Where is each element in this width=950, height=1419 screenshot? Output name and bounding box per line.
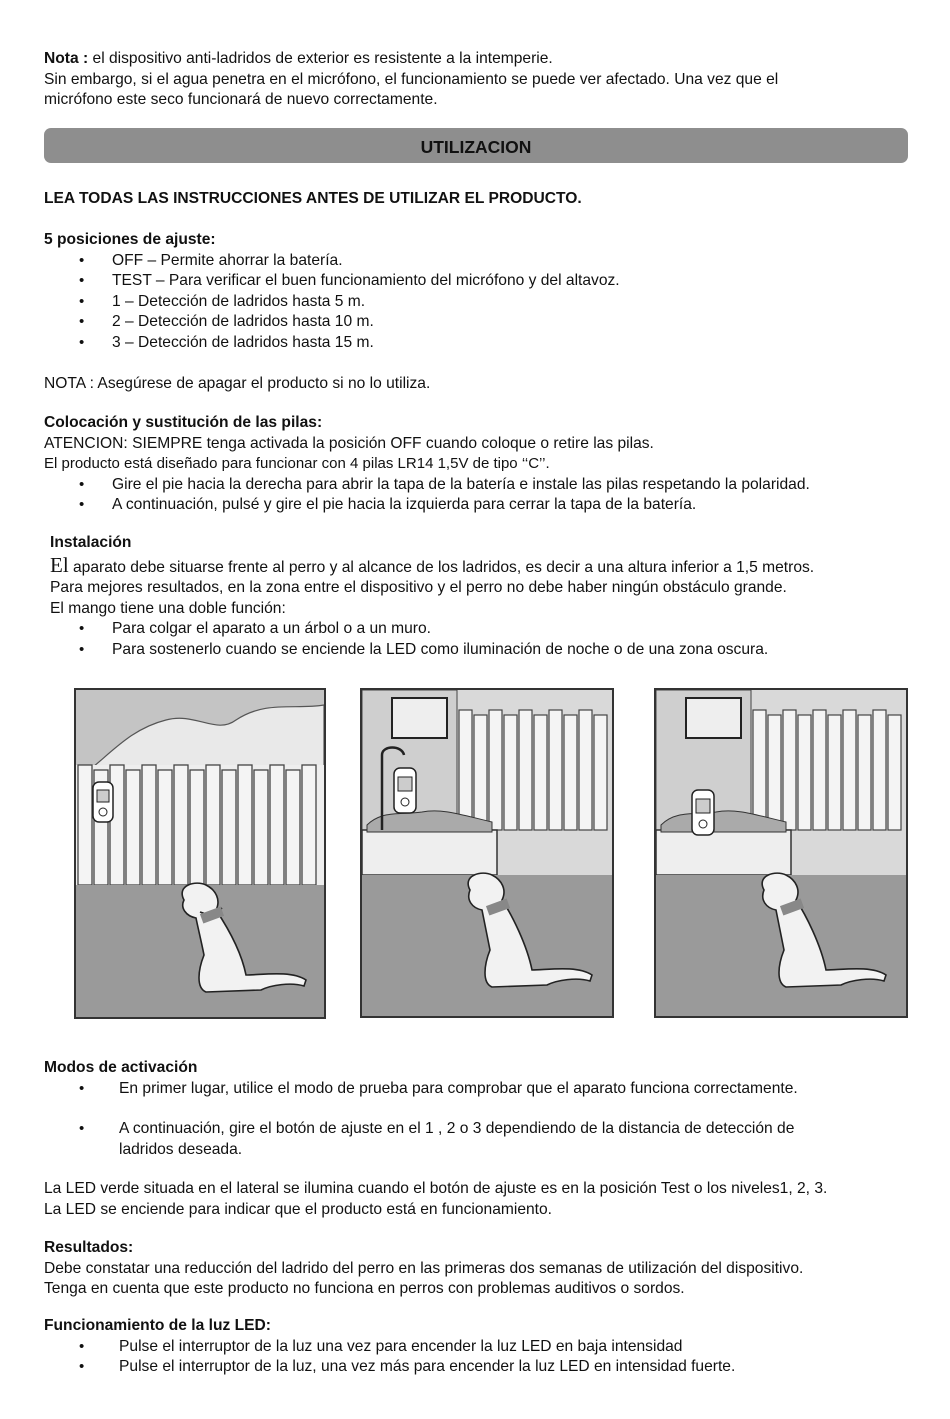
batteries-spec: El producto está diseñado para funcionar con 4 pilas LR14 1,5V de tipo ‘‘C’’. (44, 455, 550, 472)
nota-label: Nota : (44, 50, 89, 67)
nota-off-text: NOTA : Asegúrese de apagar el producto si no lo utiliza. (44, 375, 431, 392)
list-item (44, 1119, 914, 1160)
modes-led-text-1: La LED verde situada en el lateral se ilumina cuando el botón de ajuste es en la posición Test o los niveles1, 2, 3. (44, 1180, 828, 1197)
device-icon (692, 790, 714, 835)
nota-paragraph (44, 49, 914, 111)
nota-text-2: Sin embargo, si el agua penetra en el micrófono, el funcionamiento se puede ver afectado. Una vez que el (44, 70, 779, 88)
device-icon (394, 768, 416, 813)
results-text-1: Debe constatar una reducción del ladrido del perro en las primeras dos semanas de utilización del dispositivo. (44, 1259, 804, 1277)
illustration-pole (360, 688, 614, 1018)
modes-list (44, 1079, 914, 1161)
list-item: • 2 – Detección de ladridos hasta 10 m. (44, 312, 914, 333)
list-item: • 3 – Detección de ladridos hasta 15 m. (44, 333, 914, 354)
illustration-fence (74, 688, 326, 1019)
results-heading: Resultados: (44, 1239, 134, 1256)
list-item: • Para colgar el aparato a un árbol o a un muro. (44, 619, 920, 640)
list-item: • Gire el pie hacia la derecha para abrir la tapa de la batería e instale las pilas respetando la polaridad. (44, 475, 914, 496)
list-item: • Pulse el interruptor de la luz, una vez más para encender la luz LED en intensidad fuerte. (44, 1357, 914, 1378)
installation-text-1: aparato debe situarse frente al perro y al alcance de los ladridos, es decir a una altura inferior a 1,5 metros. (68, 558, 815, 576)
list-item (44, 1079, 914, 1100)
modes-item-1: En primer lugar, utilice el modo de prueba para comprobar que el aparato funciona correctamente. (119, 1079, 798, 1097)
results-text-2: Tenga en cuenta que este producto no funciona en perros con problemas auditivos o sordos. (44, 1280, 685, 1297)
illustration-wall (654, 688, 908, 1018)
batteries-list (44, 475, 914, 516)
led-heading: Funcionamiento de la luz LED: (44, 1317, 271, 1334)
modes-item-2a: • A continuación, gire el botón de ajuste en el 1 , 2 o 3 dependiendo de la distancia de detección de (119, 1120, 795, 1137)
batteries-heading: Colocación y sustitución de las pilas: (44, 414, 323, 431)
list-item: • A continuación, pulsé y gire el pie hacia la izquierda para cerrar la tapa de la batería. (44, 495, 914, 516)
modes-heading: Modos de activación (44, 1059, 198, 1076)
modes-led-text-2: La LED se enciende para indicar que el producto está en funcionamiento. (44, 1200, 552, 1218)
installation-section (50, 533, 920, 660)
positions-section (44, 230, 914, 353)
list-item: • Pulse el interruptor de la luz una vez para encender la luz LED en baja intensidad (44, 1337, 914, 1358)
installation-list (44, 619, 920, 660)
positions-heading: 5 posiciones de ajuste: (44, 231, 216, 248)
installation-first-word: El (50, 552, 69, 577)
nota-text-3: micrófono este seco funcionará de nuevo correctamente. (44, 91, 438, 108)
section-banner: UTILIZACION (44, 128, 908, 163)
installation-heading: Instalación (50, 534, 132, 551)
installation-text-2: Para mejores resultados, en la zona entre el dispositivo y el perro no debe haber ningún obstáculo grande. (50, 579, 787, 596)
installation-text-3: El mango tiene una doble función: (50, 599, 286, 617)
modes-item-2b: ladridos deseada. (119, 1140, 243, 1158)
nota-text-1: el dispositivo anti-ladridos de exterior es resistente a la intemperie. (88, 50, 553, 67)
list-item: • TEST – Para verificar el buen funcionamiento del micrófono y del altavoz. (44, 271, 914, 292)
results-section (44, 1238, 914, 1300)
led-section (44, 1316, 914, 1378)
led-list (44, 1337, 914, 1378)
modes-section (44, 1058, 914, 1220)
device-icon (93, 782, 113, 822)
batteries-warning: ATENCION: SIEMPRE tenga activada la posición OFF cuando coloque o retire las pilas. (44, 434, 654, 452)
read-instructions-heading: LEA TODAS LAS INSTRUCCIONES ANTES DE UTILIZAR EL PRODUCTO. (44, 190, 582, 207)
list-item: • OFF – Permite ahorrar la batería. (44, 251, 914, 272)
list-item: • 1 – Detección de ladridos hasta 5 m. (44, 292, 914, 313)
list-item: • Para sostenerlo cuando se enciende la LED como iluminación de noche o de una zona oscura. (44, 640, 920, 661)
batteries-section (44, 413, 914, 516)
positions-list (44, 251, 914, 354)
